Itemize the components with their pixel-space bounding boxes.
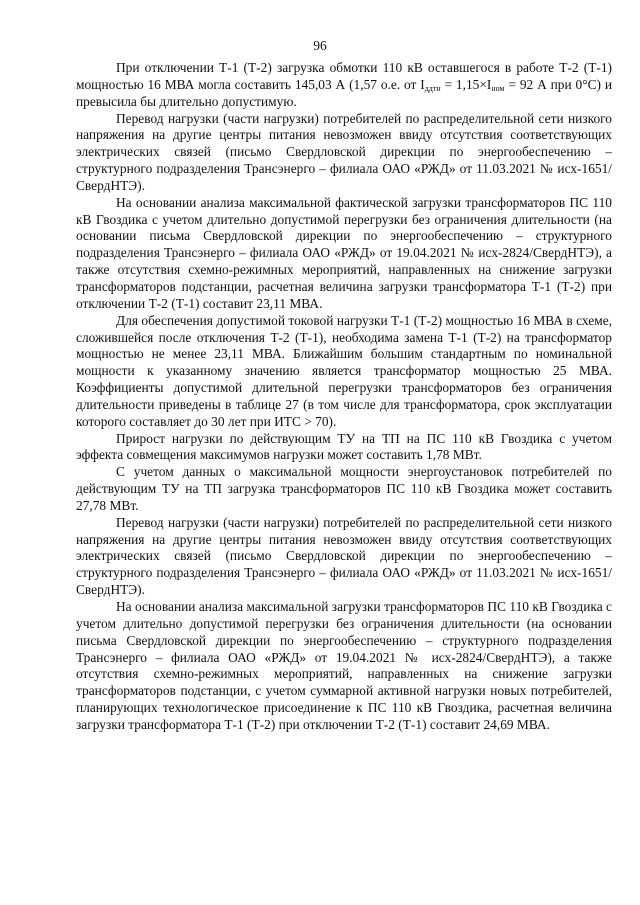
paragraph-5: Прирост нагрузки по действующим ТУ на ТП на ПС 110 кВ Гвоздика с учетом эффекта совмещения максимумов нагрузки может составить 1,78 МВт. — [76, 430, 612, 463]
paragraph-3: На основании анализа максимальной фактической загрузки трансформаторов ПС 110 кВ Гвоздика с учетом длительно допустимой перегрузки без ограничения длительности (на основании письма Свердловской дирекции по энергообеспечению – структурного подразделения Трансэнерго – филиала ОАО «РЖД» от 19.04.2021 № исх-2824/СвердНТЭ), а также отсутствия схемно-режимных мероприятий, направленных на снижение загрузки трансформаторов подстанции, расчетная величина загрузки трансформатора Т-1 (Т-2) при отключении Т-2 (Т-1) составит 23,11 МВА. — [76, 194, 612, 311]
paragraph-7: Перевод нагрузки (части нагрузки) потребителей по распределительной сети низкого напряжения на другие центры питания невозможен ввиду отсутствия соответствующих электрических связей (письмо Свердловской дирекции по энергообеспечению – структурного подразделения Трансэнерго – филиала ОАО «РЖД» от 11.03.2021 № исх-1651/СвердНТЭ). — [76, 514, 612, 598]
page-number: 96 — [313, 38, 327, 53]
paragraph-4: Для обеспечения допустимой токовой нагрузки Т-1 (Т-2) мощностью 16 МВА в схеме, сложившейся после отключения Т-2 (Т-1), необходима замена Т-1 (Т-2) на трансформатор мощностью не менее 23,11 МВА. Ближайшим большим стандартным по номинальной мощности к указанному значению является трансформатор мощностью 25 МВА. Коэффициенты допустимой длительной перегрузки трансформаторов без ограничения длительности приведены в таблице 27 (в том числе для трансформатора, срок эксплуатации которого составляет до 30 лет при ИТС > 70). — [76, 312, 612, 429]
paragraph-1: При отключении Т-1 (Т-2) загрузка обмотки 110 кВ оставшегося в работе Т-2 (Т-1) мощностью 16 МВА могла составить 145,03 А (1,57 о.е. от $I_{ддтн} = 1,15\times I_{ном} = 92$ А при 0°С) и превысила бы длительно допустимую. — [76, 60, 612, 109]
document-body — [76, 60, 612, 734]
paragraph-6: С учетом данных о максимальной мощности энергоустановок потребителей по действующим ТУ на ТП загрузка трансформаторов ПС 110 кВ Гвоздика может составить 27,78 МВт. — [76, 464, 612, 513]
paragraph-8: На основании анализа максимальной загрузки трансформаторов ПС 110 кВ Гвоздика с учетом длительно допустимой перегрузки без ограничения длительности (на основании письма Свердловской дирекции по энергообеспечению – структурного подразделения Трансэнерго – филиала ОАО «РЖД» от 19.04.2021 № исх-2824/СвердНТЭ), а также отсутствия схемно-режимных мероприятий, направленных на снижение загрузки трансформаторов подстанции, с учетом суммарной активной нагрузки новых потребителей, планирующих технологическое присоединение к ПС 110 кВ Гвоздика, расчетная величина загрузки трансформатора Т-1 (Т-2) при отключении Т-2 (Т-1) составит 24,69 МВА. — [76, 599, 612, 732]
paragraph-2: Перевод нагрузки (части нагрузки) потребителей по распределительной сети низкого напряжения на другие центры питания невозможен ввиду отсутствия соответствующих электрических связей (письмо Свердловской дирекции по энергообеспечению – структурного подразделения Трансэнерго – филиала ОАО «РЖД» от 11.03.2021 № исх-1651/СвердНТЭ). — [76, 110, 612, 193]
